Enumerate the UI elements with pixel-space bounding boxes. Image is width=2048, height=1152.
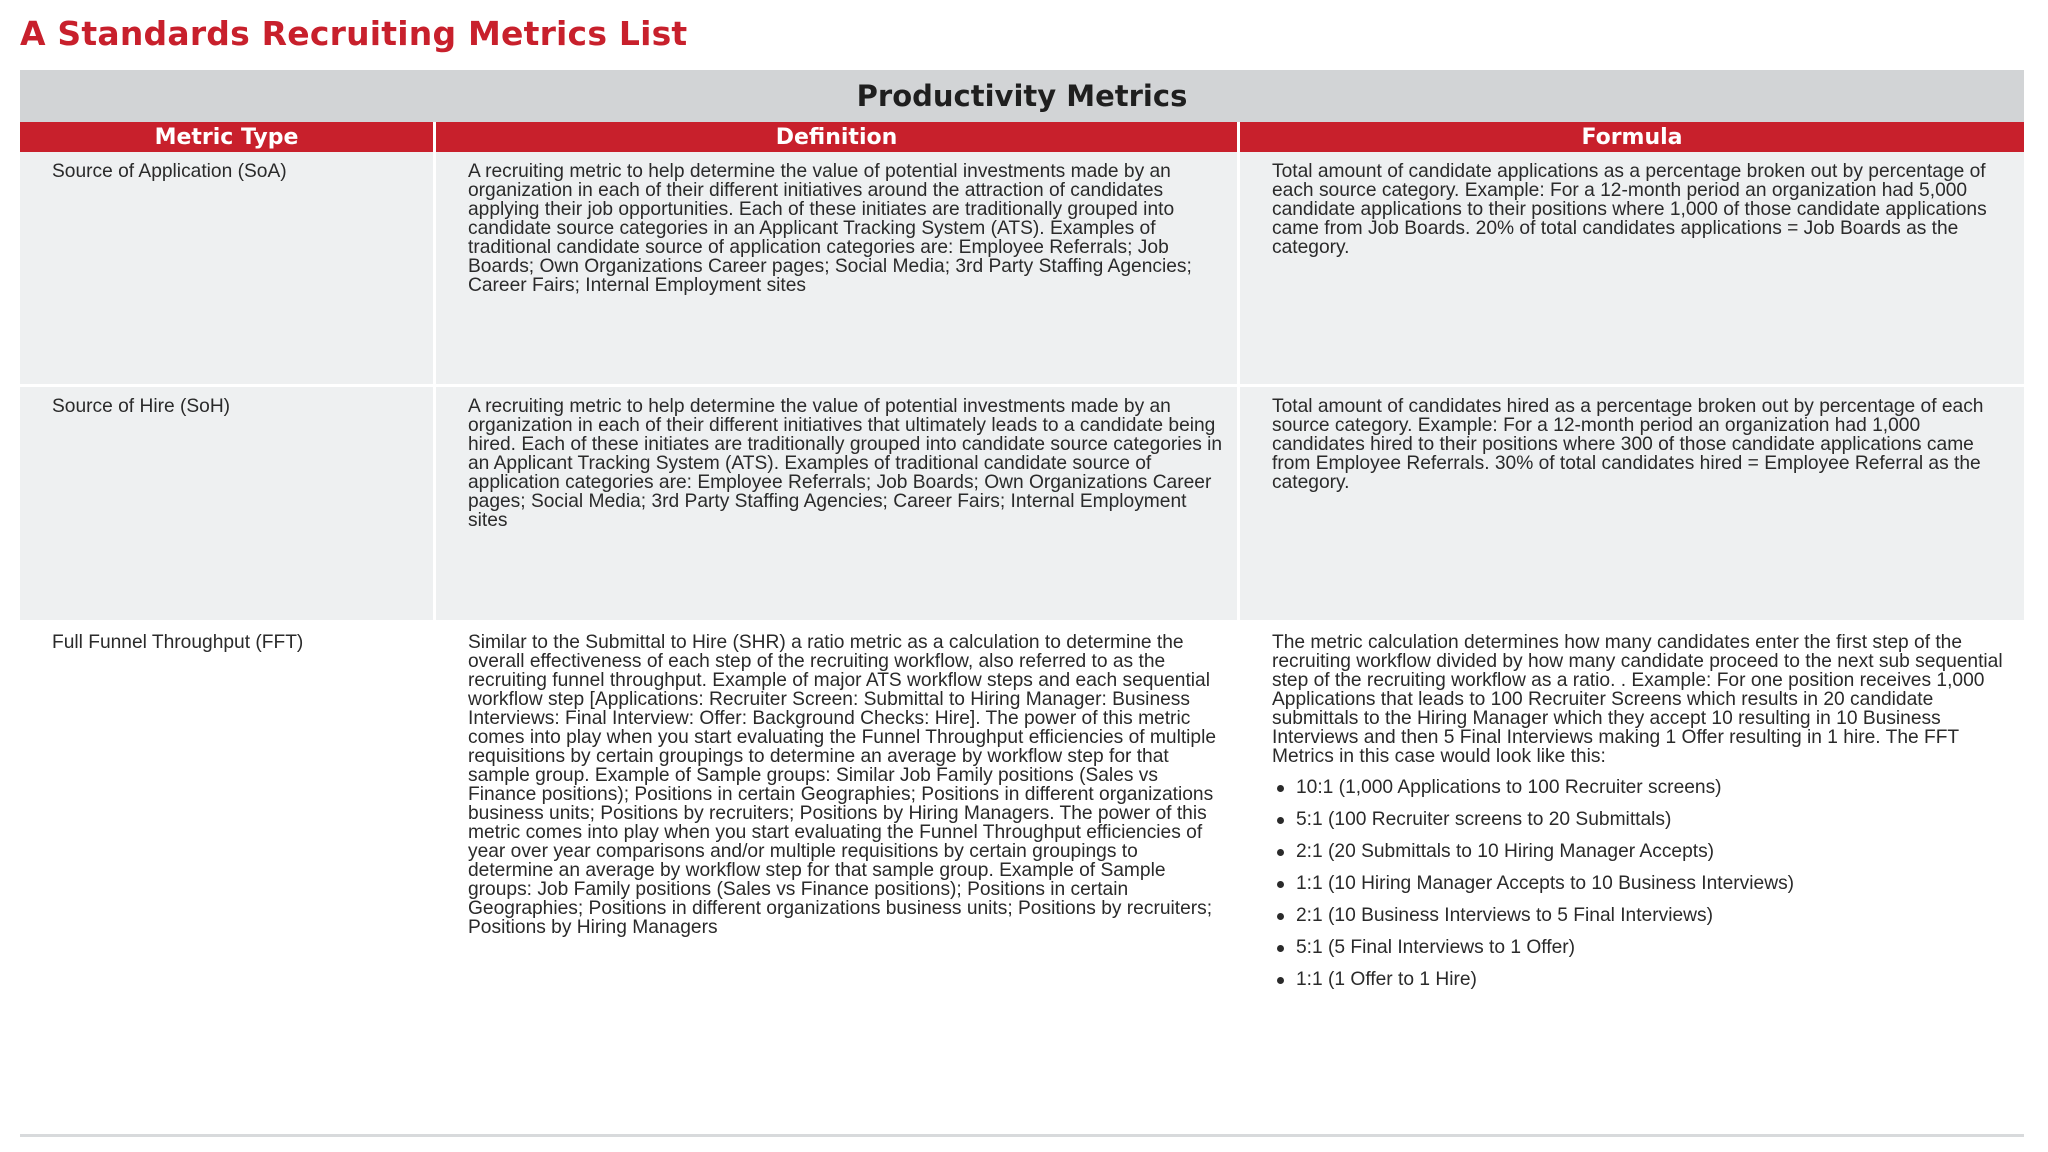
column-header-metric-type: Metric Type xyxy=(20,122,436,152)
ratio-item: 5:1 (5 Final Interviews to 1 Offer) xyxy=(1272,938,2010,957)
metric-type-cell: Full Funnel Throughput (FFT) xyxy=(20,623,436,1143)
definition-cell: Similar to the Submittal to Hire (SHR) a ratio metric as a calculation to determine the overall effectiveness of each step of the recruiting workflow, also referred to as the recruiting funnel throughput. Example of major ATS workflow steps and each sequential workflow step [Applications: Recruiter Screen: Submittal to Hiring Manager: Business Interviews: Final Interview: Offer: Background Checks: Hire]. The power of this metric comes into play when you start evaluating the Funnel Throughput efficiencies of multiple requisitions by certain groupings to determine an average by workflow step for that sample group. Example of Sample groups: Similar Job Family positions (Sales vs Finance positions); Positions in certain Geographies; Positions in different organizations business units; Positions by recruiters; Positions by Hiring Managers. The power of this metric comes into play when you start evaluating the Funnel Throughput efficiencies of year over year comparisons and/or multiple requisitions by certain groupings to determine an average by workflow step for that sample group. Example of Sample groups: Job Family positions (Sales vs Finance positions); Positions in certain Geographies; Positions in different organizations business units; Positions by recruiters; Positions by Hiring Managers xyxy=(436,623,1240,1143)
column-headers xyxy=(20,122,2024,152)
ratio-item: 1:1 (1 Offer to 1 Hire) xyxy=(1272,970,2010,989)
ratio-item: 2:1 (10 Business Interviews to 5 Final Interviews) xyxy=(1272,906,2010,925)
ratio-item: 5:1 (100 Recruiter screens to 20 Submittals) xyxy=(1272,810,2010,829)
definition-cell: A recruiting metric to help determine the value of potential investments made by an organization in each of their different initiatives around the attraction of candidates applying their job opportunities. Each of these initiates are traditionally grouped into candidate source categories in an Applicant Tracking System (ATS). Examples of traditional candidate source of application categories are: Employee Referrals; Job Boards; Own Organizations Career pages; Social Media; 3rd Party Staffing Agencies; Career Fairs; Internal Employment sites xyxy=(436,152,1240,384)
column-header-formula: Formula xyxy=(1240,122,2024,152)
table-row xyxy=(20,152,2024,387)
ratio-list xyxy=(1272,778,2010,989)
formula-cell: Total amount of candidate applications as a percentage broken out by percentage of each source category. Example: For a 12-month period an organization had 5,000 candidate applications to their positions where 1,000 of those candidate applications came from Job Boards. 20% of total candidates applications = Job Boards as the category. xyxy=(1240,152,2024,384)
column-header-definition: Definition xyxy=(436,122,1240,152)
page-title: A Standards Recruiting Metrics List xyxy=(20,14,688,53)
formula-cell: Total amount of candidates hired as a percentage broken out by percentage of each source category. Example: For a 12-month period an organization had 1,000 candidates hired to their positions where 300 of those candidate applications came from Employee Referrals. 30% of total candidates hired = Employee Referral as the category. xyxy=(1240,387,2024,620)
table-row xyxy=(20,387,2024,623)
table-row xyxy=(20,623,2024,1146)
section-header: Productivity Metrics xyxy=(20,70,2024,122)
metric-type-cell: Source of Hire (SoH) xyxy=(20,387,436,620)
ratio-item: 2:1 (20 Submittals to 10 Hiring Manager Accepts) xyxy=(1272,842,2010,861)
metrics-table xyxy=(20,70,2024,1146)
ratio-item: 1:1 (10 Hiring Manager Accepts to 10 Business Interviews) xyxy=(1272,874,2010,893)
ratio-item: 10:1 (1,000 Applications to 100 Recruiter screens) xyxy=(1272,778,2010,797)
definition-cell: A recruiting metric to help determine the value of potential investments made by an organization in each of their different initiatives that ultimately leads to a candidate being hired. Each of these initiates are traditionally grouped into candidate source categories in an Applicant Tracking System (ATS). Examples of traditional candidate source of application categories are: Employee Referrals; Job Boards; Own Organizations Career pages; Social Media; 3rd Party Staffing Agencies; Career Fairs; Internal Employment sites xyxy=(436,387,1240,620)
formula-cell xyxy=(1240,623,2024,1143)
formula-text: The metric calculation determines how many candidates enter the first step of the recruiting workflow divided by how many candidate proceed to the next sub sequential step of the recruiting workflow as a ratio. . Example: For one position receives 1,000 Applications that leads to 100 Recruiter Screens which results in 20 candidate submittals to the Hiring Manager which they accept 10 resulting in 10 Business Interviews and then 5 Final Interviews making 1 Offer resulting in 1 hire. The FFT Metrics in this case would look like this: xyxy=(1272,632,2003,767)
metric-type-cell: Source of Application (SoA) xyxy=(20,152,436,384)
bottom-divider xyxy=(20,1134,2024,1137)
